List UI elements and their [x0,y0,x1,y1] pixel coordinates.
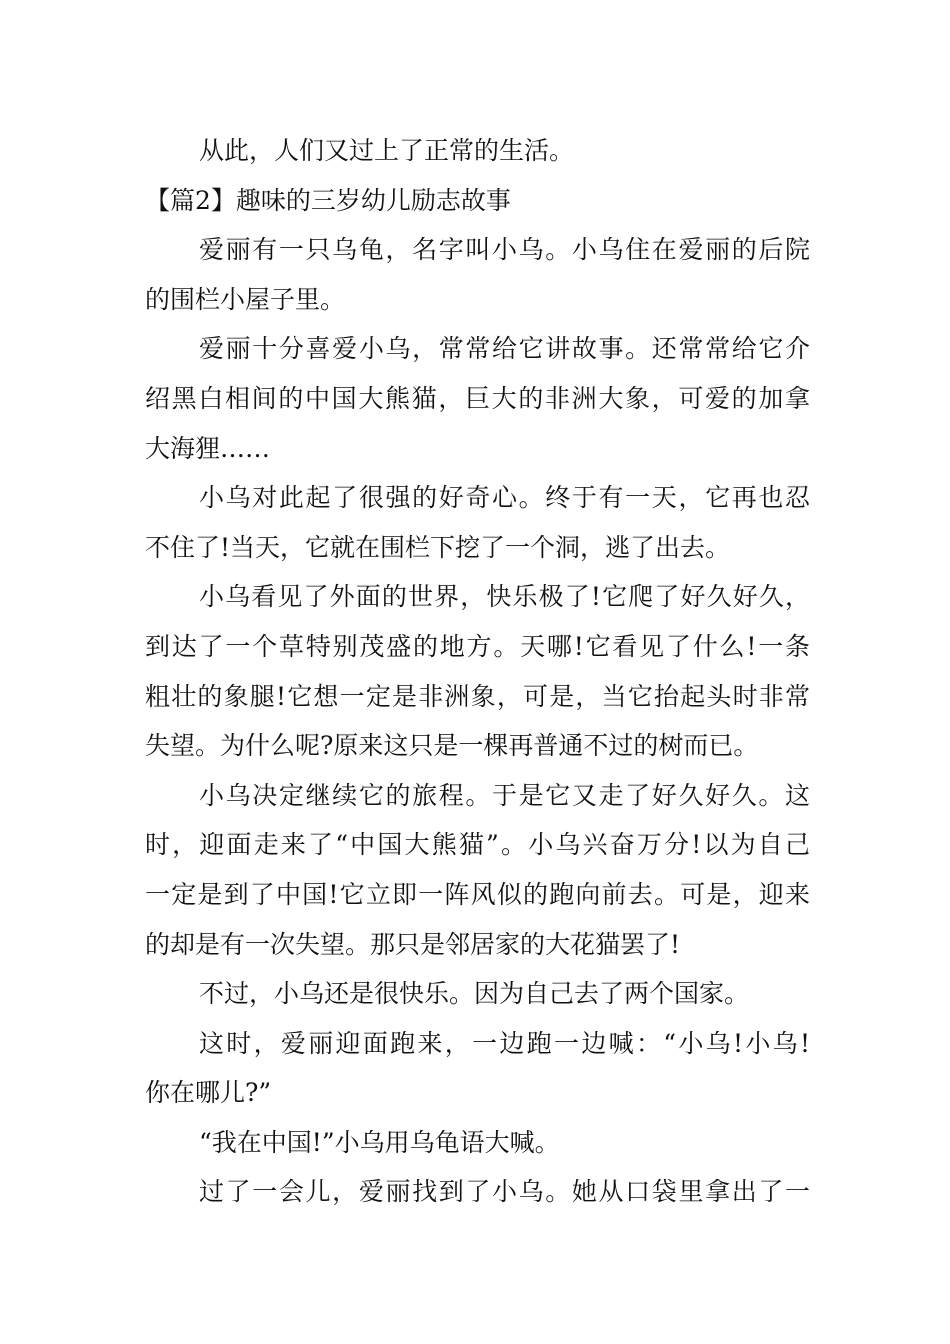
paragraph-line: 绍黑白相间的中国大熊猫，巨大的非洲大象，可爱的加拿 [145,383,810,413]
paragraph-line: 大海狸…… [145,433,271,463]
paragraph-line: 不住了!当天，它就在围栏下挖了一个洞，逃了出去。 [145,532,731,562]
paragraph-line: 小乌对此起了很强的好奇心。终于有一天，它再也忍 [199,483,810,513]
document-body [145,126,810,1217]
paragraph-line: 的围栏小屋子里。 [145,284,346,314]
paragraph-line: 粗壮的象腿!它想一定是非洲象，可是，当它抬起头时非常 [145,681,810,711]
paragraph-line: 你在哪儿?” [145,1078,272,1108]
section-heading: 【篇2】趣味的三岁幼儿励志故事 [145,185,511,215]
paragraph-line: 这时，爱丽迎面跑来，一边跑一边喊：“小乌!小乌! [199,1028,810,1058]
paragraph-line: 爱丽有一只乌龟，名字叫小乌。小乌住在爱丽的后院 [199,235,810,265]
paragraph-line: “我在中国!”小乌用乌龟语大喊。 [199,1127,560,1157]
paragraph-line: 时，迎面走来了“中国大熊猫”。小乌兴奋万分!以为自己 [145,830,810,860]
paragraph-line: 失望。为什么呢?原来这只是一棵再普通不过的树而已。 [145,731,759,761]
paragraph-line: 过了一会儿，爱丽找到了小乌。她从口袋里拿出了一 [199,1177,810,1207]
paragraph-line: 的却是有一次失望。那只是邻居家的大花猫罢了! [145,929,681,959]
paragraph-line: 小乌决定继续它的旅程。于是它又走了好久好久。这 [199,780,810,810]
paragraph-line: 不过，小乌还是很快乐。因为自己去了两个国家。 [199,979,750,1009]
paragraph-line: 爱丽十分喜爱小乌，常常给它讲故事。还常常给它介 [199,334,810,364]
paragraph-line: 到达了一个草特别茂盛的地方。天哪!它看见了什么!一条 [145,631,810,661]
paragraph-line: 一定是到了中国!它立即一阵风似的跑向前去。可是，迎来 [145,879,810,909]
paragraph-line: 小乌看见了外面的世界，快乐极了!它爬了好久好久， [199,582,810,612]
paragraph-line: 从此，人们又过上了正常的生活。 [199,136,575,165]
